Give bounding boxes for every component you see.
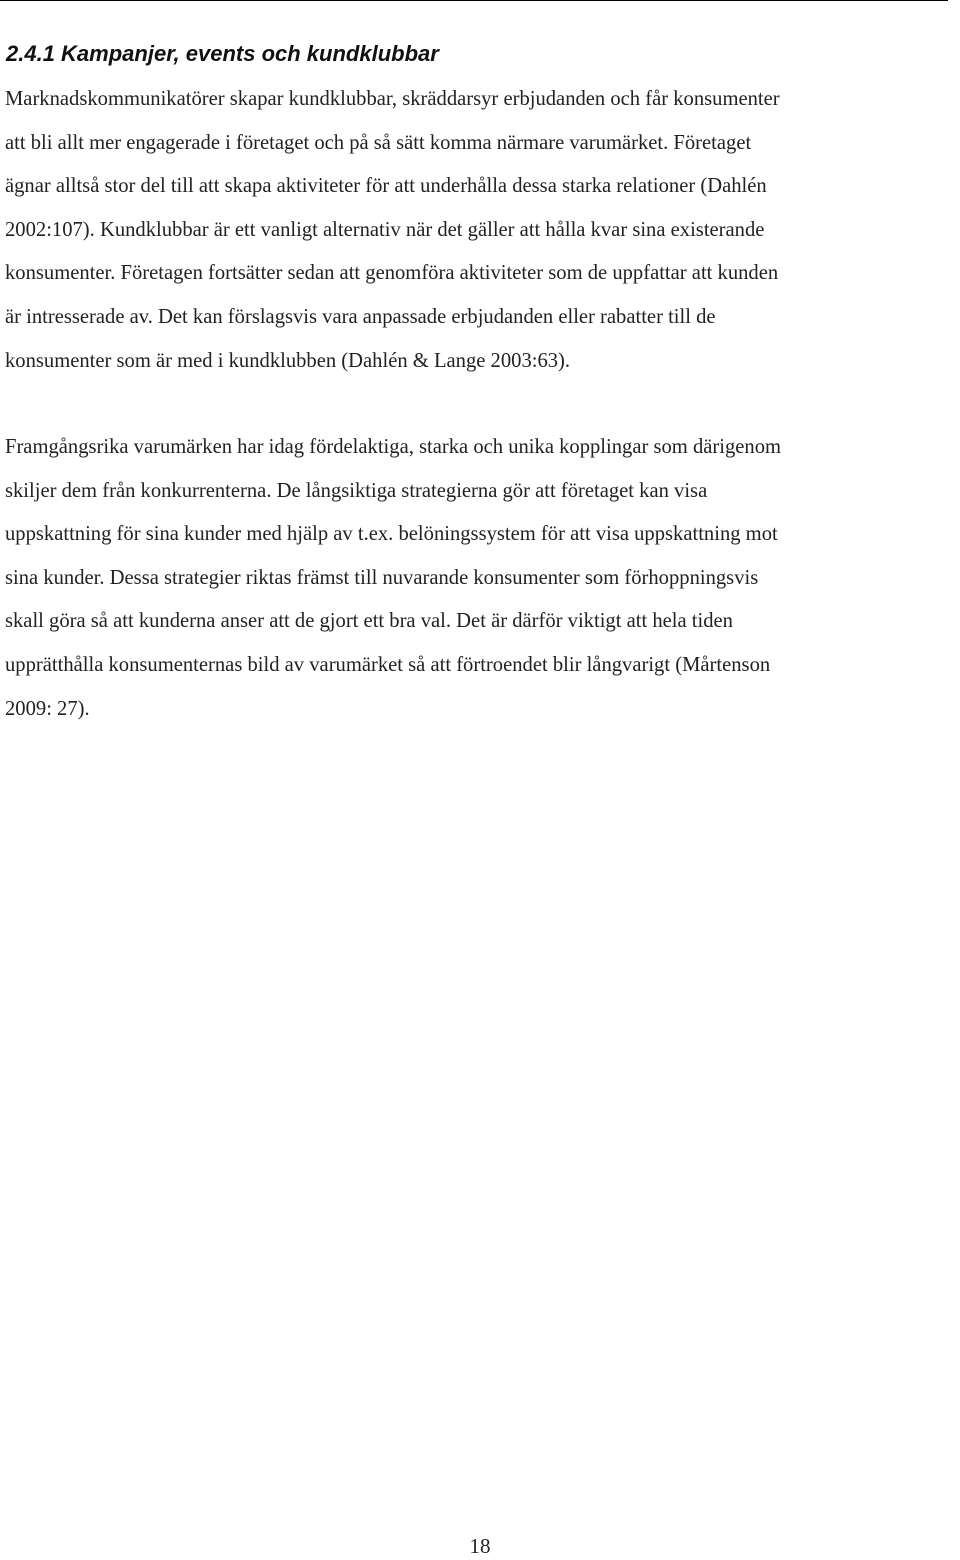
text-line: sina kunder. Dessa strategier riktas främst till nuvarande konsumenter som förhoppningsvis <box>5 566 759 589</box>
page-number: 18 <box>469 1534 491 1558</box>
text-line: att bli allt mer engagerade i företaget och på så sätt komma närmare varumärket. Företaget <box>5 131 752 154</box>
text-line: Marknadskommunikatörer skapar kundklubbar, skräddarsyr erbjudanden och får konsumenter <box>5 88 780 110</box>
text-line: 2009: 27). <box>5 697 90 720</box>
body-paragraph <box>5 426 781 731</box>
section-heading: 2.4.1 Kampanjer, events och kundklubbar <box>6 41 439 66</box>
text-line: 2002:107). Kundklubbar är ett vanligt alternativ när det gäller att hålla kvar sina existerande <box>5 218 765 241</box>
text-line: konsumenter som är med i kundklubben (Dahlén & Lange 2003:63). <box>5 349 571 372</box>
text-line: Framgångsrika varumärken har idag fördelaktiga, starka och unika kopplingar som därigenom <box>5 436 782 458</box>
text-line: uppskattning för sina kunder med hjälp av t.ex. belöningssystem för att visa uppskattning mot <box>5 523 778 546</box>
text-line: ägnar alltså stor del till att skapa aktiviteter för att underhålla dessa starka relationer (Dahlén <box>5 175 767 198</box>
header-rule <box>0 0 948 1</box>
text-line: skiljer dem från konkurrenterna. De långsiktiga strategierna gör att företaget kan visa <box>5 479 708 502</box>
text-line: upprätthålla konsumenternas bild av varumärket så att förtroendet blir långvarigt (Mårtenson <box>5 653 771 676</box>
text-line: skall göra så att kunderna anser att de gjort ett bra val. Det är därför viktigt att hela tiden <box>5 610 733 633</box>
text-line: konsumenter. Företagen fortsätter sedan att genomföra aktiviteter som de uppfattar att kunden <box>5 262 779 285</box>
text-line: är intresserade av. Det kan förslagsvis vara anpassade erbjudanden eller rabatter till de <box>5 305 716 328</box>
body-paragraph <box>5 78 780 383</box>
